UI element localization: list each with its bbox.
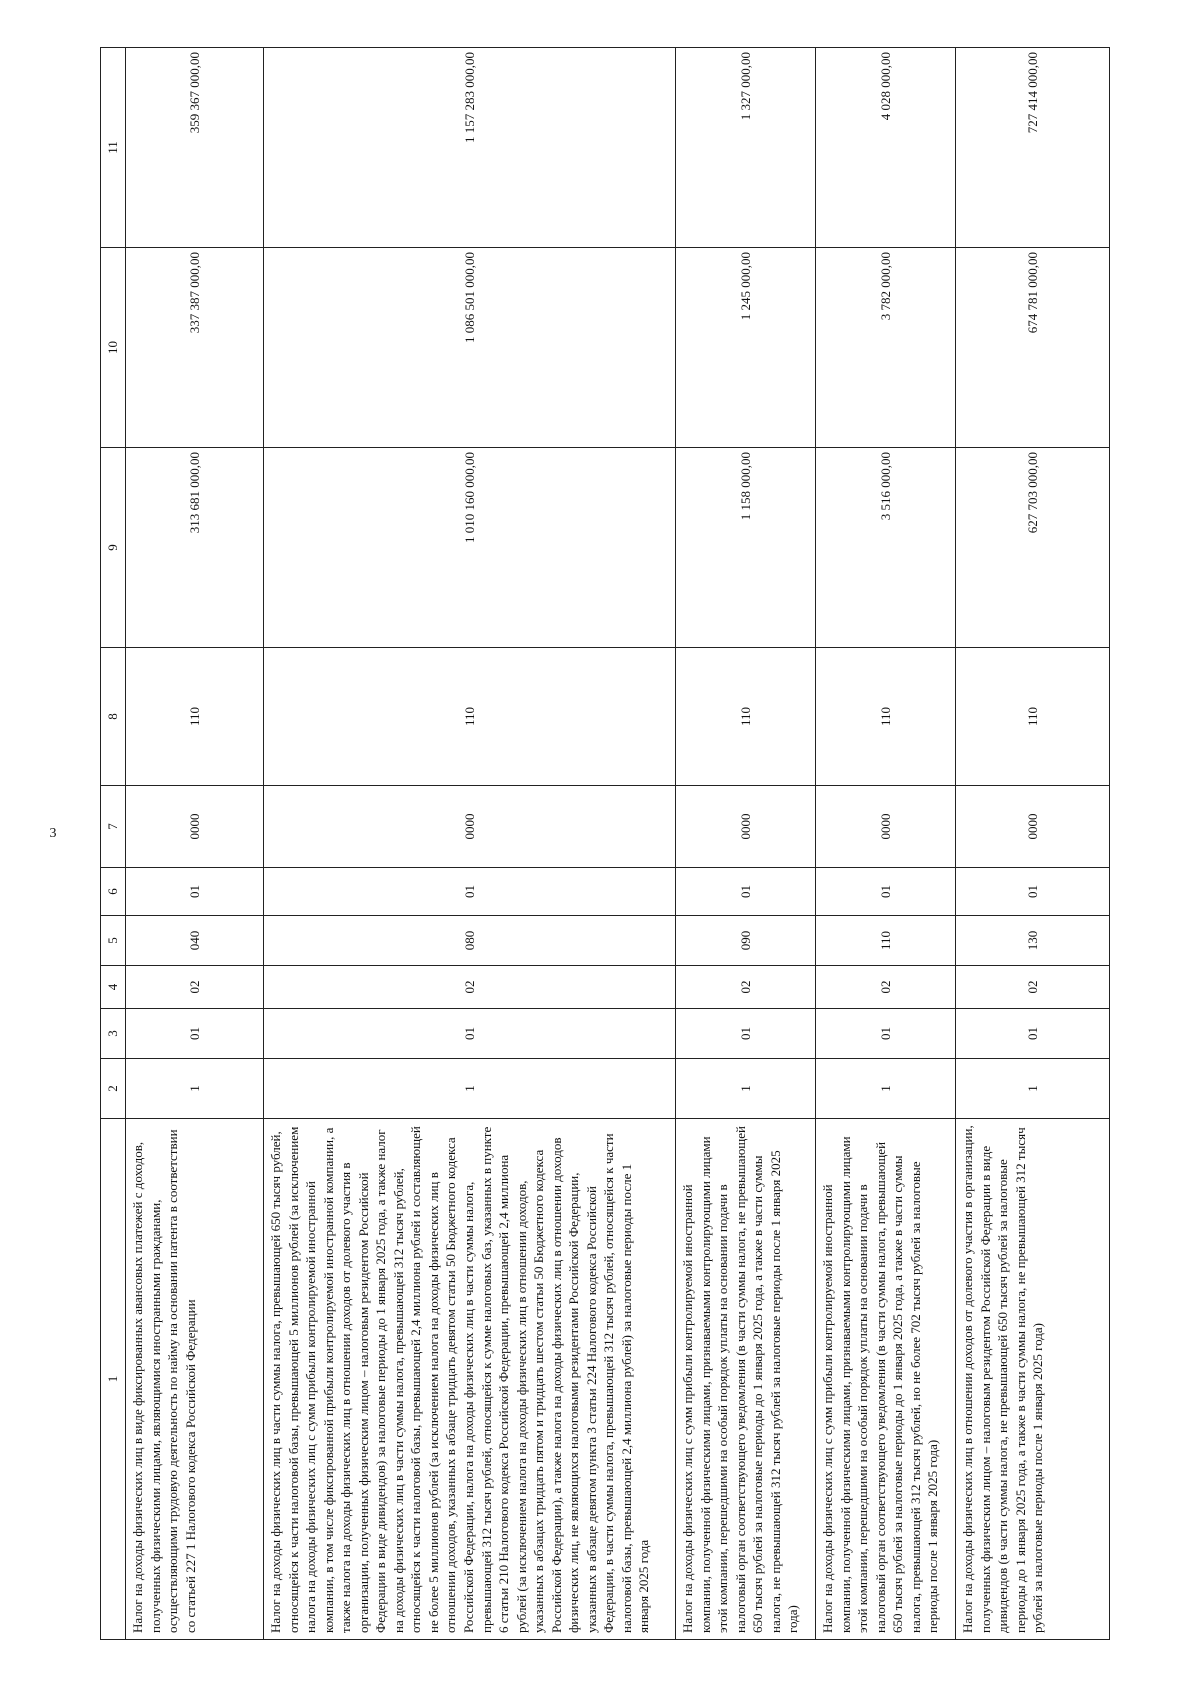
cell-code-7: 0000: [816, 786, 956, 868]
cell-amount-10: 1 086 501 000,00: [264, 248, 676, 448]
cell-code-8: 110: [126, 648, 264, 786]
col-header-1: 1: [101, 1119, 126, 1640]
cell-amount-10: 674 781 000,00: [956, 248, 1110, 448]
col-header-8: 8: [101, 648, 126, 786]
row-description: Налог на доходы физических лиц в виде фиксированных авансовых платежей с доходов, полученных физическими лицами, являющимися иностранными гражданами, осуществляющими трудовую деятельность по найму на основании патента в соответствии со статьей 227 1 Налогового кодекса Российской Федерации: [126, 1119, 264, 1640]
cell-code-4: 02: [676, 966, 816, 1009]
table-row: [816, 48, 956, 1640]
cell-code-5: 130: [956, 916, 1110, 966]
row-description: Налог на доходы физических лиц в отношении доходов от долевого участия в организации, полученных физическим лицом – налоговым резидентом Российской Федерации в виде дивидендов (в части суммы налога, не превышающей 650 тысяч рублей за налоговые периоды до 1 января 2025 года, а также в части суммы налога, не превышающей 312 тысяч рублей за налоговые периоды после 1 января 2025 года): [956, 1119, 1110, 1640]
cell-amount-10: 1 245 000,00: [676, 248, 816, 448]
cell-code-8: 110: [264, 648, 676, 786]
cell-code-6: 01: [816, 868, 956, 916]
cell-code-2: 1: [676, 1059, 816, 1119]
cell-amount-11: 1 327 000,00: [676, 48, 816, 248]
cell-code-4: 02: [956, 966, 1110, 1009]
col-header-11: 11: [101, 48, 126, 248]
rotated-table-wrapper: [100, 48, 1110, 1640]
cell-code-7: 0000: [956, 786, 1110, 868]
cell-amount-10: 3 782 000,00: [816, 248, 956, 448]
cell-code-5: 110: [816, 916, 956, 966]
column-number-header-row: [101, 48, 126, 1640]
cell-amount-9: 627 703 000,00: [956, 448, 1110, 648]
table-row: [956, 48, 1110, 1640]
cell-code-3: 01: [264, 1009, 676, 1059]
cell-amount-11: 1 157 283 000,00: [264, 48, 676, 248]
cell-amount-9: 313 681 000,00: [126, 448, 264, 648]
cell-amount-9: 1 158 000,00: [676, 448, 816, 648]
table-rotation-host: [100, 48, 1110, 1640]
col-header-3: 3: [101, 1009, 126, 1059]
cell-code-2: 1: [816, 1059, 956, 1119]
cell-code-7: 0000: [676, 786, 816, 868]
col-header-9: 9: [101, 448, 126, 648]
cell-code-4: 02: [816, 966, 956, 1009]
table-row: [676, 48, 816, 1640]
col-header-10: 10: [101, 248, 126, 448]
cell-code-4: 02: [264, 966, 676, 1009]
row-description: Налог на доходы физических лиц с сумм прибыли контролируемой иностранной компании, полученной физическими лицами, признаваемыми контролирующими лицами этой компании, перешедшими на особый порядок уплаты на основании подачи в налоговый орган соответствующего уведомления (в части суммы налога, не превышающей 650 тысяч рублей за налоговые периоды до 1 января 2025 года, а также в части суммы налога, не превышающей 312 тысяч рублей за налоговые периоды после 1 января 2025 года): [676, 1119, 816, 1640]
cell-code-6: 01: [126, 868, 264, 916]
cell-code-5: 080: [264, 916, 676, 966]
col-header-6: 6: [101, 868, 126, 916]
cell-amount-9: 1 010 160 000,00: [264, 448, 676, 648]
cell-amount-11: 359 367 000,00: [126, 48, 264, 248]
table-row: [126, 48, 264, 1640]
page-number: 3: [49, 826, 57, 841]
cell-code-7: 0000: [126, 786, 264, 868]
cell-amount-9: 3 516 000,00: [816, 448, 956, 648]
cell-code-6: 01: [264, 868, 676, 916]
col-header-2: 2: [101, 1059, 126, 1119]
cell-code-5: 090: [676, 916, 816, 966]
cell-code-2: 1: [264, 1059, 676, 1119]
cell-code-6: 01: [956, 868, 1110, 916]
cell-code-2: 1: [956, 1059, 1110, 1119]
col-header-7: 7: [101, 786, 126, 868]
table-row: [264, 48, 676, 1640]
cell-amount-10: 337 387 000,00: [126, 248, 264, 448]
cell-code-3: 01: [956, 1009, 1110, 1059]
col-header-5: 5: [101, 916, 126, 966]
cell-code-8: 110: [676, 648, 816, 786]
cell-code-8: 110: [956, 648, 1110, 786]
cell-code-8: 110: [816, 648, 956, 786]
row-description: Налог на доходы физических лиц с сумм прибыли контролируемой иностранной компании, полученной физическими лицами, признаваемыми контролирующими лицами этой компании, перешедшими на особый порядок уплаты на основании подачи в налоговый орган соответствующего уведомления (в части суммы налога, превышающей 650 тысяч рублей за налоговые периоды до 1 января 2025 года, а также в части суммы налога, превышающей 312 тысяч рублей, но не более 702 тысяч рублей за налоговые периоды после 1 января 2025 года): [816, 1119, 956, 1640]
cell-code-4: 02: [126, 966, 264, 1009]
cell-code-7: 0000: [264, 786, 676, 868]
col-header-4: 4: [101, 966, 126, 1009]
row-description: Налог на доходы физических лиц в части суммы налога, превышающей 650 тысяч рублей, относящейся к части налоговой базы, превышающей 5 миллионов рублей (за исключением налога на доходы физических лиц с сумм прибыли контролируемой иностранной компании, в том числе фиксированной прибыли контролируемой иностранной компании, а также налога на доходы физических лиц в отношении доходов от долевого участия в организации, полученных физическим лицом – налоговым резидентом Российской Федерации в виде дивидендов) за налоговые периоды до 1 января 2025 года, а также налог на доходы физических лиц в части суммы налога, превышающей 312 тысяч рублей, относящейся к части налоговой базы, превышающей 2,4 миллиона рублей и составляющей не более 5 миллионов рублей (за исключением налога на доходы физических лиц в отношении доходов, указанных в абзаце тридцать девятом статьи 50 Бюджетного кодекса Российской Федерации, налога на доходы физических лиц в части суммы налога, превышающей 312 тысяч рублей, относящейся к сумме налоговых баз, указанных в пункте 6 статьи 210 Налогового кодекса Российской Федерации, превышающей 2,4 миллиона рублей (за исключением налога на доходы физических лиц в отношении доходов, указанных в абзацах тридцать пятом и тридцать шестом статьи 50 Бюджетного кодекса Российской Федерации), а также налога на доходы физических лиц в отношении доходов физических лиц, не являющихся налоговыми резидентами Российской Федерации, указанных в абзаце девятом пункта 3 статьи 224 Налогового кодекса Российской Федерации, в части суммы налога, превышающей 312 тысяч рублей, относящейся к части налоговой базы, превышающей 2,4 миллиона рублей) за налоговые периоды после 1 января 2025 года: [264, 1119, 676, 1640]
cell-code-3: 01: [126, 1009, 264, 1059]
cell-code-6: 01: [676, 868, 816, 916]
cell-code-3: 01: [676, 1009, 816, 1059]
cell-amount-11: 727 414 000,00: [956, 48, 1110, 248]
cell-code-5: 040: [126, 916, 264, 966]
cell-amount-11: 4 028 000,00: [816, 48, 956, 248]
budget-revenue-table: [100, 47, 1110, 1640]
cell-code-3: 01: [816, 1009, 956, 1059]
cell-code-2: 1: [126, 1059, 264, 1119]
